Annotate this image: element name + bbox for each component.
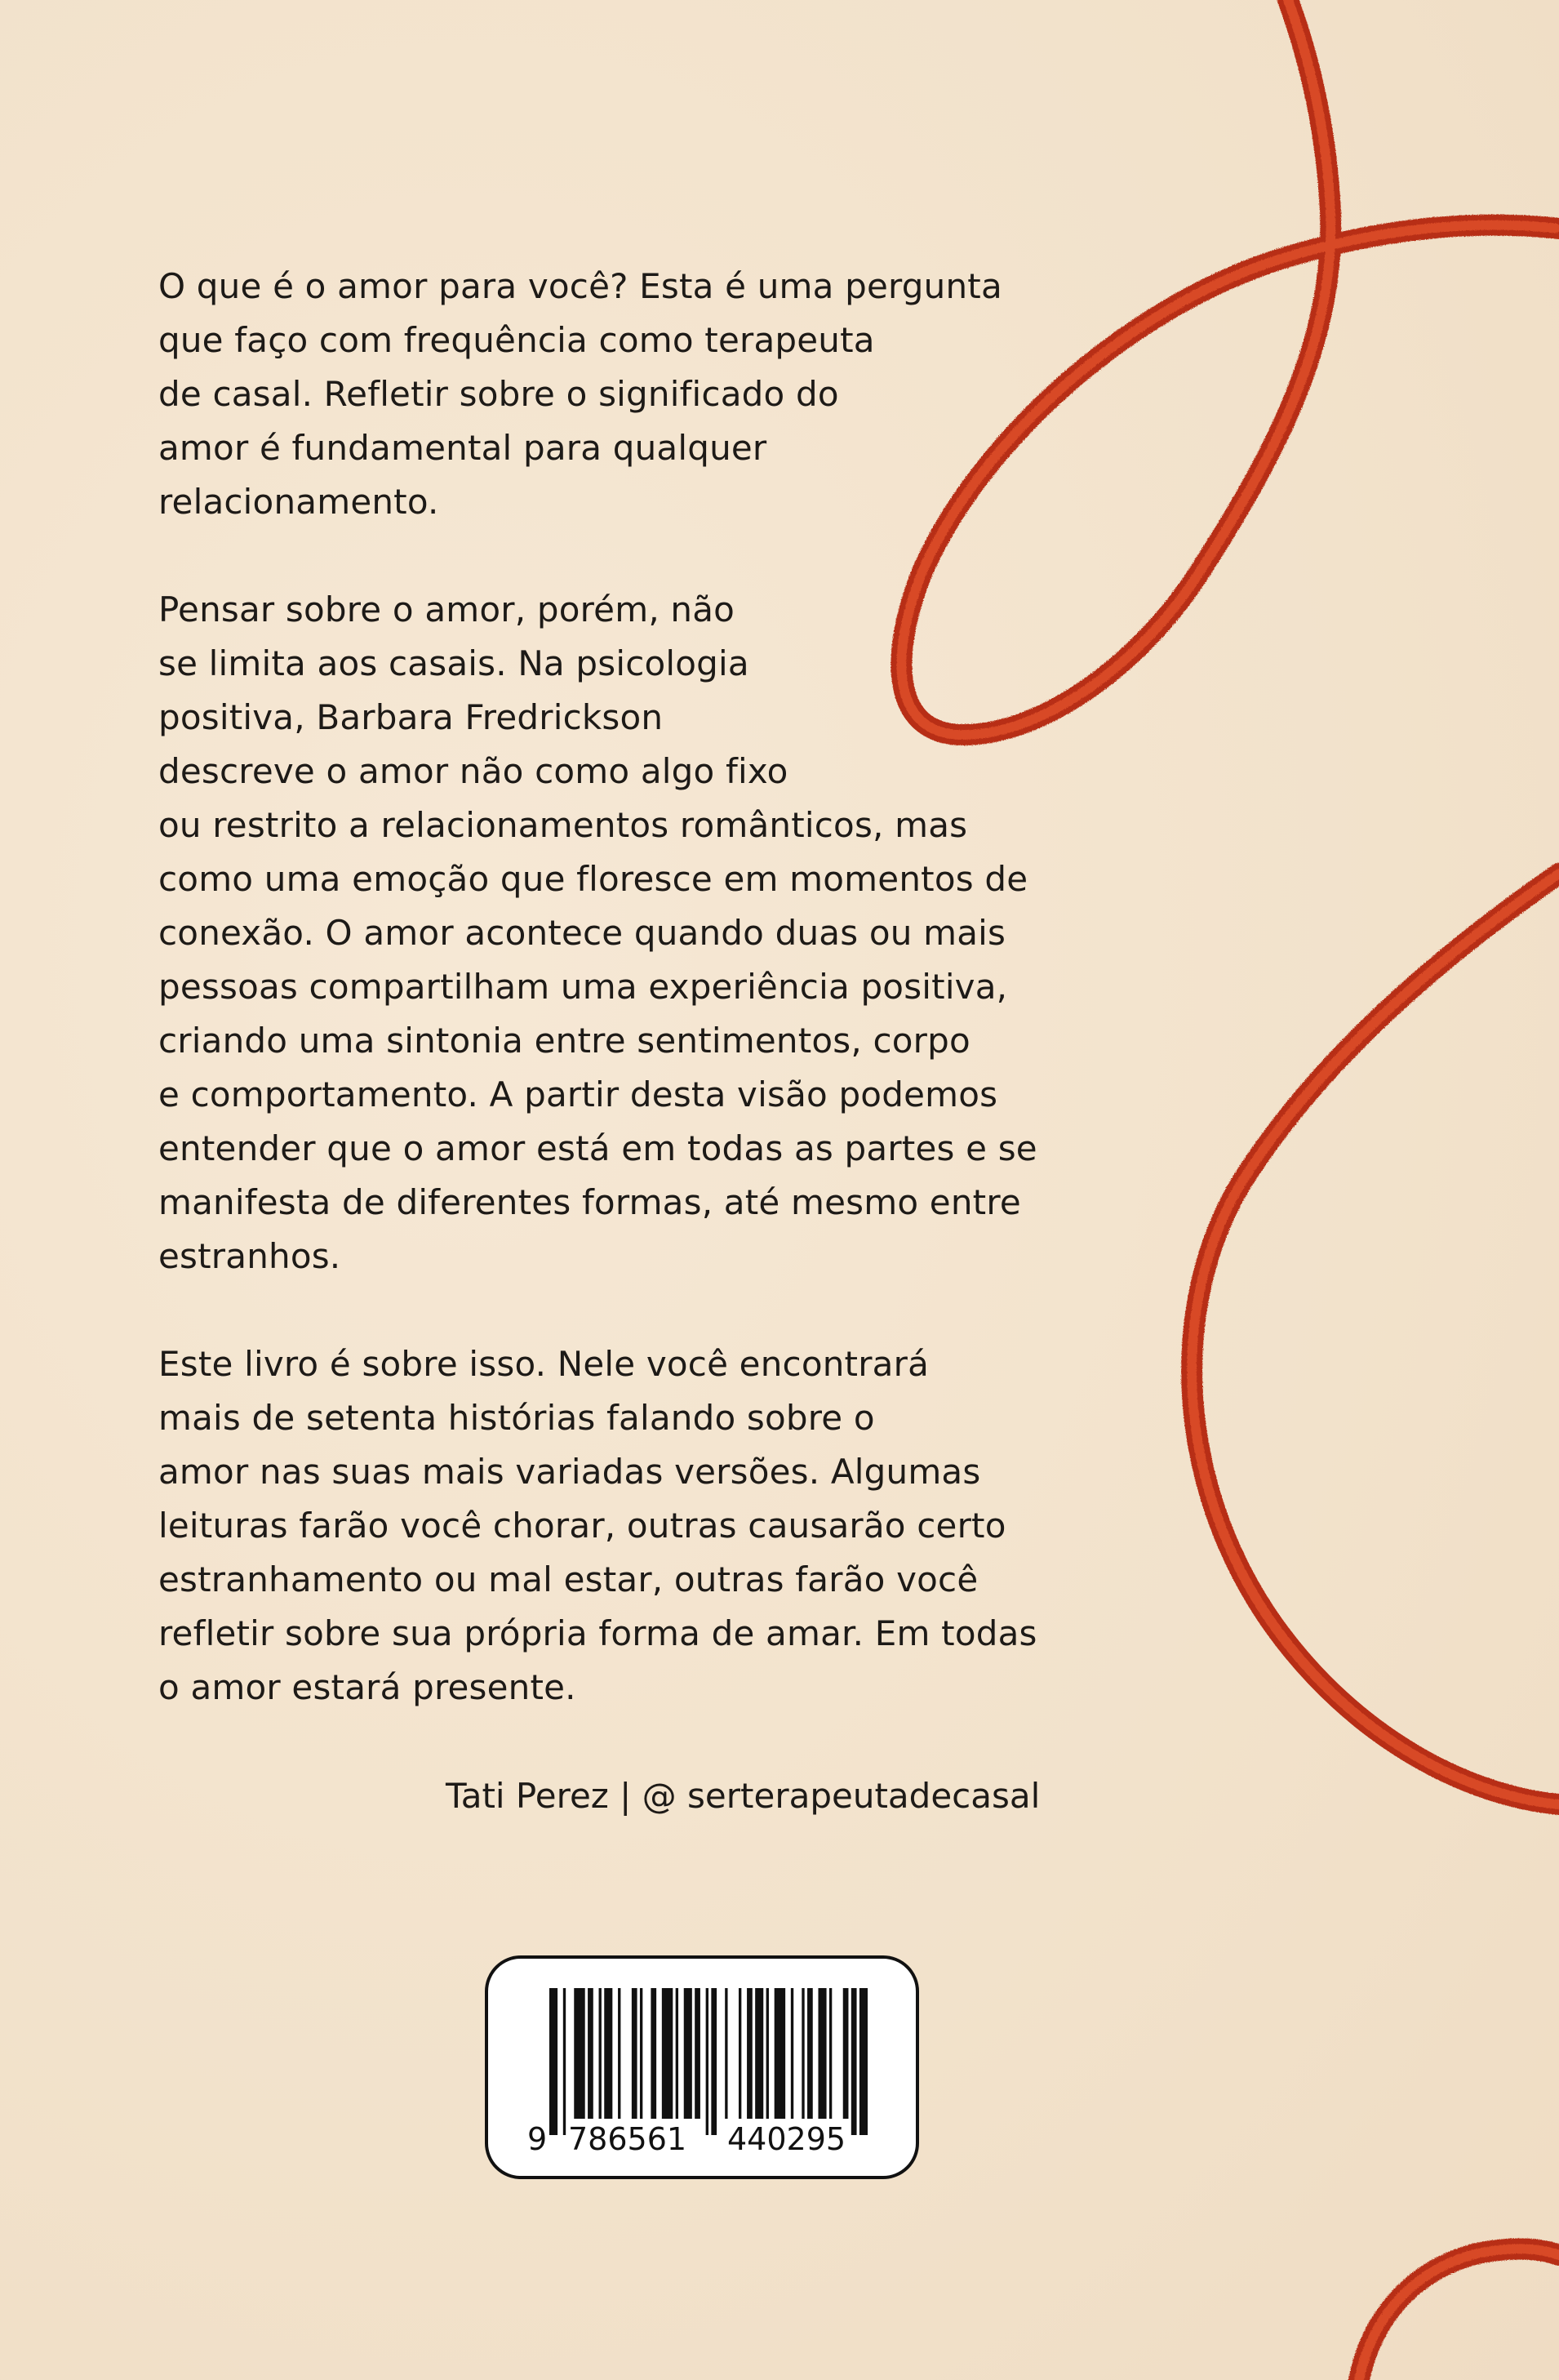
blurb-paragraph-1 — [158, 260, 1089, 529]
isbn-barcode — [485, 1955, 919, 2179]
barcode-bar — [676, 1988, 678, 2119]
barcode-bars — [549, 1988, 868, 2135]
text-line: refletir sobre sua própria forma de amar. Em todas — [158, 1613, 1037, 1653]
text-line: e comportamento. A partir desta visão podemos — [158, 1074, 998, 1114]
text-line: estranhos. — [158, 1236, 341, 1276]
barcode-bar — [662, 1988, 673, 2119]
blurb-paragraph-3 — [158, 1337, 1089, 1715]
barcode-bar — [859, 1988, 868, 2135]
author-signature: Tati Perez | @ serterapeutadecasal — [446, 1776, 1041, 1816]
text-line: se limita aos casais. Na psicologia — [158, 643, 749, 683]
text-line: o amor estará presente. — [158, 1667, 576, 1707]
barcode-bar — [739, 1988, 741, 2119]
barcode-bar — [618, 1988, 620, 2119]
barcode-digit-first: 9 — [526, 2119, 549, 2160]
barcode-bar — [695, 1988, 700, 2119]
text-line: criando uma sintonia entre sentimentos, corpo — [158, 1021, 970, 1061]
text-line: Este livro é sobre isso. Nele você encontrará — [158, 1344, 930, 1384]
text-line: mais de setenta histórias falando sobre o — [158, 1398, 875, 1438]
barcode-bar — [829, 1988, 832, 2119]
barcode-bar — [802, 1988, 804, 2119]
barcode-bar — [747, 1988, 753, 2119]
barcode-digits-left: 786561 — [566, 2119, 688, 2160]
barcode-bar — [711, 1988, 717, 2135]
barcode-bar — [766, 1988, 769, 2119]
barcode-bar — [843, 1988, 849, 2119]
barcode-bar — [599, 1988, 602, 2119]
barcode-bar — [632, 1988, 637, 2119]
barcode-bar — [574, 1988, 584, 2119]
barcode-bar — [604, 1988, 612, 2119]
text-line: Pensar sobre o amor, porém, não — [158, 589, 735, 629]
text-line: estranhamento ou mal estar, outras farão você — [158, 1559, 979, 1599]
barcode-bar — [851, 1988, 857, 2135]
barcode-bar — [725, 1988, 727, 2119]
text-line: pessoas compartilham uma experiência positiva, — [158, 967, 1008, 1007]
text-line: que faço com frequência como terapeuta — [158, 320, 875, 360]
barcode-bar — [640, 1988, 642, 2119]
barcode-bar — [684, 1988, 692, 2119]
barcode-digits — [526, 2119, 885, 2160]
text-line: ou restrito a relacionamentos românticos, mas — [158, 805, 968, 845]
barcode-bar — [775, 1988, 785, 2119]
barcode-bar — [755, 1988, 763, 2119]
text-line: descreve o amor não como algo fixo — [158, 751, 788, 791]
text-line: leituras farão você chorar, outras causarão certo — [158, 1506, 1006, 1546]
text-line: de casal. Refletir sobre o significado do — [158, 374, 839, 414]
text-line: relacionamento. — [158, 482, 439, 522]
text-line: amor nas suas mais variadas versões. Algumas — [158, 1452, 981, 1492]
text-line: positiva, Barbara Fredrickson — [158, 697, 664, 737]
barcode-bar — [563, 1988, 566, 2135]
text-line: amor é fundamental para qualquer — [158, 428, 767, 468]
text-line: entender que o amor está em todas as partes e se — [158, 1128, 1037, 1168]
barcode-bar — [807, 1988, 813, 2119]
barcode-bar — [791, 1988, 793, 2119]
barcode-digits-right: 440295 — [726, 2119, 847, 2160]
text-line: conexão. O amor acontece quando duas ou mais — [158, 913, 1006, 953]
barcode-bar — [818, 1988, 826, 2119]
barcode-bar — [706, 1988, 708, 2135]
barcode-bar — [588, 1988, 593, 2119]
text-line: como uma emoção que floresce em momentos de — [158, 859, 1028, 899]
barcode-bar — [549, 1988, 557, 2135]
text-line: manifesta de diferentes formas, até mesmo entre — [158, 1182, 1021, 1222]
blurb-paragraph-2 — [158, 583, 1089, 1283]
rope-middle-arc — [1192, 874, 1559, 1804]
barcode-bar — [651, 1988, 656, 2119]
text-line: O que é o amor para você? Esta é uma pergunta — [158, 266, 1002, 306]
back-cover-blurb — [158, 260, 1089, 1768]
